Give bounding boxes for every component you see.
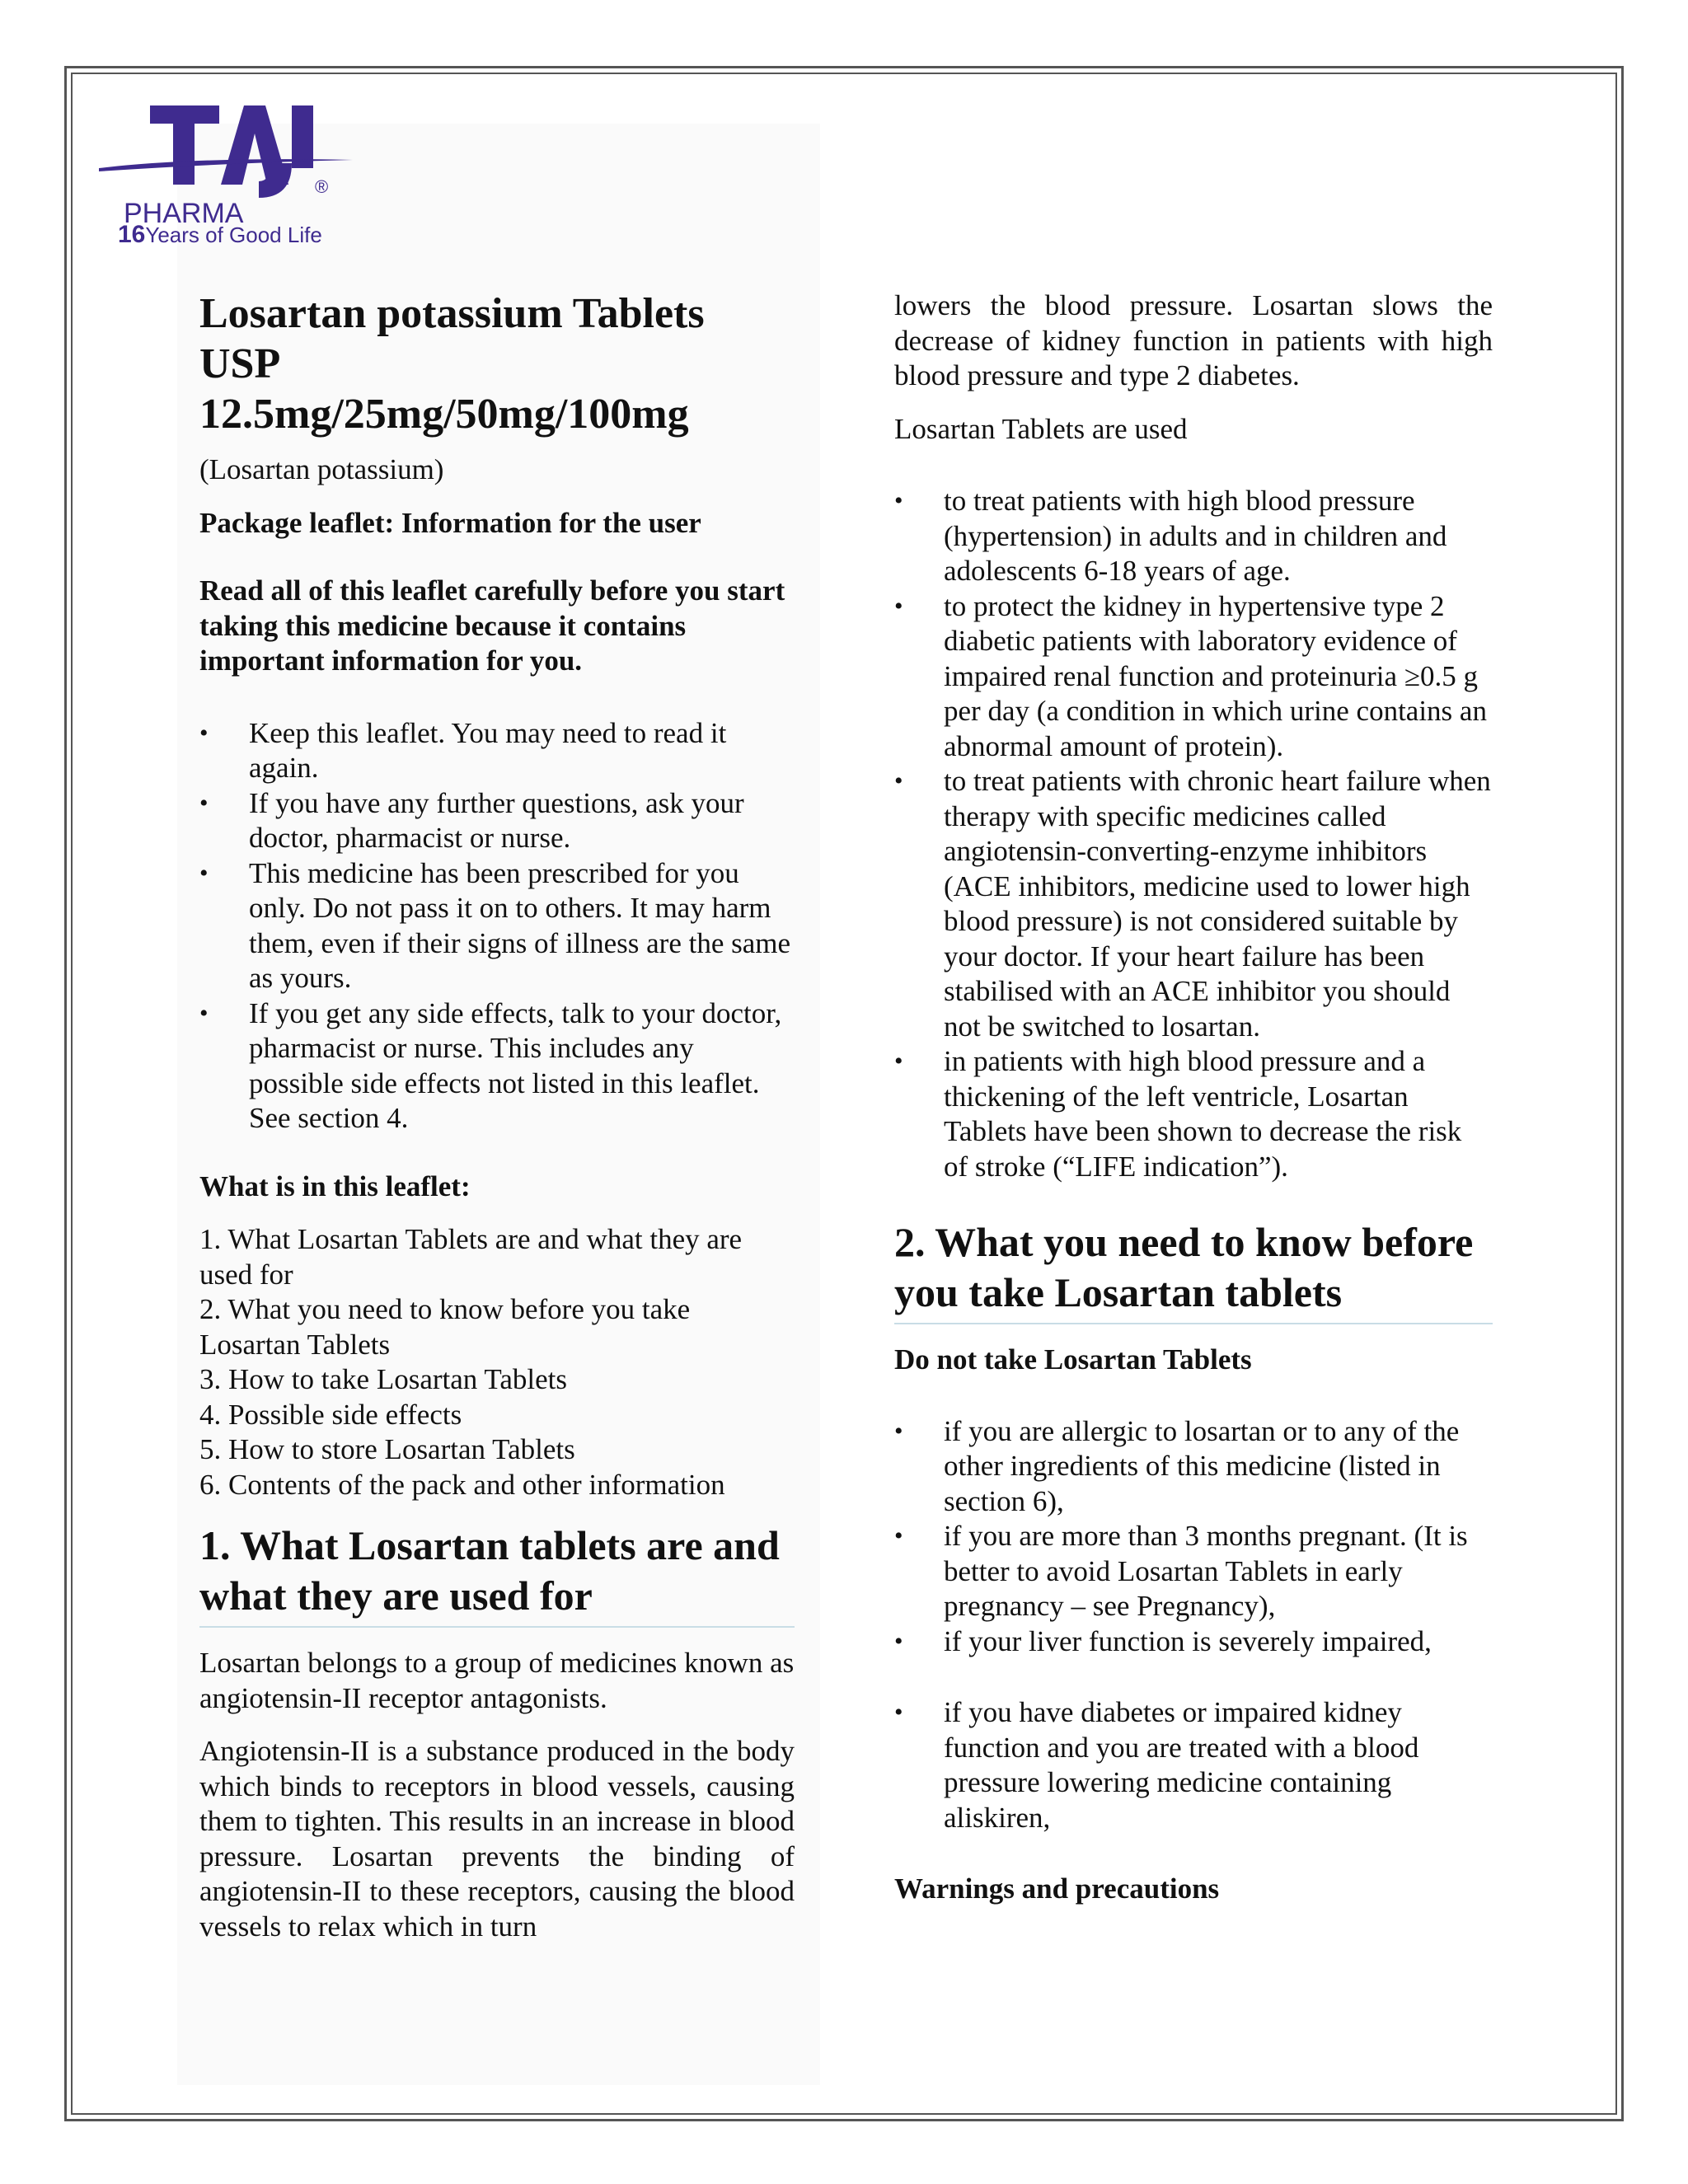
read-all-notice: Read all of this leaflet carefully before you start taking this medicine because it contains important information for you. (199, 574, 785, 677)
list-item: • Keep this leaflet. You may need to read it again. (199, 716, 795, 786)
logo-tagline (118, 221, 322, 249)
uses-list (894, 484, 1493, 1184)
list-item: • to treat patients with high blood pressure (hypertension) in adults and in children and adolescents 6-18 years of age. (894, 484, 1493, 589)
registered-mark: ® (315, 176, 329, 197)
list-item: • This medicine has been prescribed for you only. Do not pass it on to others. It may harm them, even if their signs of illness are the same as yours. (199, 856, 795, 996)
page-title (199, 288, 795, 439)
subtitle: (Losartan potassium) (199, 453, 444, 485)
list-item: • If you have any further questions, ask your doctor, pharmacist or nurse. (199, 786, 795, 856)
list-item: • to protect the kidney in hypertensive type 2 diabetic patients with laboratory evidence of impaired renal function and proteinuria ≥0.5 g per day (a condition in which urine contains an abnormal amount of protein). (894, 589, 1493, 765)
contents-item: 4. Possible side effects (199, 1398, 462, 1431)
right-column (894, 288, 1493, 1907)
leaflet-advice-list (199, 716, 795, 1137)
title-line-3: 12.5mg/25mg/50mg/100mg (199, 391, 689, 438)
title-line-1: Losartan potassium Tablets (199, 290, 705, 337)
list-item: • If you get any side effects, talk to your doctor, pharmacist or nurse. This includes any possible side effects not listed in this leaflet. See section 4. (199, 996, 795, 1137)
do-not-take-heading: Do not take Losartan Tablets (894, 1343, 1252, 1376)
section-1-paragraph-1: Losartan belongs to a group of medicines known as angiotensin-II receptor antagonists. (199, 1647, 795, 1714)
list-item: • if your liver function is severely impaired, (894, 1624, 1493, 1660)
contents-item: 6. Contents of the pack and other information (199, 1468, 725, 1501)
list-item: • if you have diabetes or impaired kidney function and you are treated with a blood pressure lowering medicine containing aliskiren, (894, 1695, 1493, 1835)
logo-tagline-text: Years of Good Life (145, 223, 322, 247)
logo-tagline-number: 16 (118, 221, 146, 248)
continued-paragraph: lowers the blood pressure. Losartan slows the decrease of kidney function in patients with high blood pressure and type 2 diabetes. (894, 289, 1493, 391)
contents-heading: What is in this leaflet: (199, 1169, 471, 1202)
list-item: • if you are more than 3 months pregnant. (It is better to avoid Losartan Tablets in early pregnancy – see Pregnancy), (894, 1519, 1493, 1624)
warnings-heading: Warnings and precautions (894, 1872, 1220, 1905)
list-item: • in patients with high blood pressure and a thickening of the left ventricle, Losartan Tablets have been shown to decrease the risk of stroke (“LIFE indication”). (894, 1044, 1493, 1184)
contents-list (199, 1222, 795, 1502)
do-not-take-list-extra (894, 1695, 1493, 1835)
contents-item: 1. What Losartan Tablets are and what they are used for (199, 1223, 743, 1291)
package-leaflet-heading: Package leaflet: Information for the user (199, 506, 701, 539)
left-column (199, 288, 795, 1944)
section-1-heading: 1. What Losartan tablets are and what they are used for (199, 1521, 795, 1628)
section-1-paragraph-2: Angiotensin-II is a substance produced in the body which binds to receptors in blood vessels, causing them to tighten. This results in an increase in blood pressure. Losartan prevents the binding of angiotensin-II to these receptors, causing the blood vessels to relax which in turn (199, 1735, 795, 1943)
used-intro: Losartan Tablets are used (894, 412, 1188, 445)
contents-item: 2. What you need to know before you take Losartan Tablets (199, 1293, 691, 1361)
list-item: • to treat patients with chronic heart failure when therapy with specific medicines called angiotensin-converting-enzyme inhibitors (ACE inhibitors, medicine used to lower high blood pressure) is not considered suitable by your doctor. If your heart failure has been stabilised with an ACE inhibitor you should not be switched to losartan. (894, 764, 1493, 1044)
section-2-heading: 2. What you need to know before you take Losartan tablets (894, 1217, 1493, 1324)
do-not-take-list (894, 1414, 1493, 1660)
contents-item: 5. How to store Losartan Tablets (199, 1433, 575, 1465)
title-line-2: USP (199, 340, 281, 387)
contents-item: 3. How to take Losartan Tablets (199, 1363, 567, 1395)
list-item: • if you are allergic to losartan or to any of the other ingredients of this medicine (listed in section 6), (894, 1414, 1493, 1520)
logo-name: PHARMA (124, 198, 244, 229)
